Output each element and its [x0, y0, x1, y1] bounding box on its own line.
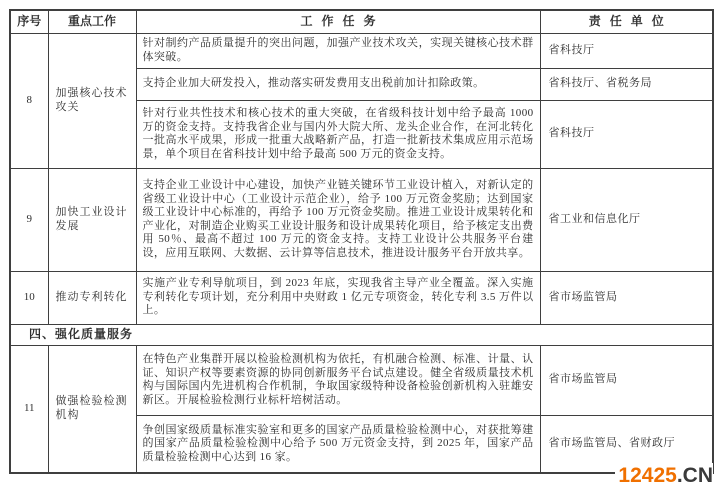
work-task-table	[9, 9, 714, 474]
index-cell-8: 8	[10, 33, 48, 168]
col-header-index: 序号	[10, 10, 48, 33]
unit-cell: 省科技厅	[540, 33, 713, 68]
index-cell-9: 9	[10, 168, 48, 271]
table-header-row	[10, 10, 713, 33]
unit-cell: 省科技厅、省税务局	[540, 68, 713, 100]
watermark-12425cn	[615, 463, 713, 489]
task-cell: 针对制约产品质量提升的突出问题，加强产业技术攻关，实现关键核心技术群体突破。	[136, 33, 540, 68]
task-cell: 在特色产业集群开展以检验检测机构为依托，有机融合检测、标准、计量、认证、知识产权等要素资源的协同创新服务平台试点建设。健全省级质量技术机构与国际国内先进机构合作机制，争取国家级特种设备检验创新机构入驻雄安新区。开展检验检测行业标杆培树活动。	[136, 345, 540, 415]
table-row	[10, 345, 713, 415]
watermark-domain-suffix: .CN	[676, 464, 713, 487]
table-row	[10, 33, 713, 68]
index-cell-10: 10	[10, 271, 48, 324]
task-cell: 争创国家级质量标准实验室和更多的国家产品质量检验检测中心，对获批筹建的国家产品质量检验检测中心给予 500 万元资金支持，到 2025 年，国家产品质量检验检测中心达到 16 家。	[136, 415, 540, 473]
unit-cell: 省科技厅	[540, 100, 713, 168]
task-cell: 针对行业共性技术和核心技术的重大突破，在省级科技计划中给予最高 1000 万的资金支持。支持我省企业与国内外大院大所、龙头企业合作，在河北转化一批高水平成果，形成一批重大战略新产品，打造一批新技术集成应用示范场景，单个项目在省科技计划中给予最高 500 万元的资金支持。	[136, 100, 540, 168]
key-work-cell-9: 加快工业设计发展	[48, 168, 136, 271]
watermark-number: 12425	[618, 464, 677, 487]
key-work-cell-10: 推动专利转化	[48, 271, 136, 324]
task-cell: 支持企业工业设计中心建设，加快产业链关键环节工业设计植入，对新认定的省级工业设计中心（工业设计示范企业），给予 100 万元资金奖励；达到国家级工业设计中心标准的，再给予 100 万元资金奖励。推进工业设计成果转化和产业化，对制造企业购买工业设计服务和设计成果转化项目，给予核定支出费用 50％、最高不超过 100 万元的资金支持。支持工业设计公共服务平台建设，应用互联网、大数据、云计算等信息技术，推进设计服务平台开放共享。	[136, 168, 540, 271]
unit-cell: 省工业和信息化厅	[540, 168, 713, 271]
unit-cell: 省市场监管局	[540, 345, 713, 415]
task-cell: 支持企业加大研发投入，推动落实研发费用支出税前加计扣除政策。	[136, 68, 540, 100]
key-work-cell-11: 做强检验检测机构	[48, 345, 136, 473]
section-header-row	[10, 324, 713, 345]
key-work-cell-8: 加强核心技术攻关	[48, 33, 136, 168]
unit-cell: 省市场监管局	[540, 271, 713, 324]
table-row	[10, 168, 713, 271]
table-row	[10, 271, 713, 324]
unit-cell: 省市场监管局、省财政厅	[540, 415, 713, 473]
col-header-key-work: 重点工作	[48, 10, 136, 33]
col-header-unit: 责 任 单 位	[540, 10, 713, 33]
col-header-tasks: 工 作 任 务	[136, 10, 540, 33]
index-cell-11: 11	[10, 345, 48, 473]
task-cell: 实施产业专利导航项目，到 2023 年底，实现我省主导产业全覆盖。深入实施专利转化专项计划，充分利用中央财政 1 亿元专项资金，转化专利 3.5 万件以上。	[136, 271, 540, 324]
section-header-cell: 四、强化质量服务	[10, 324, 713, 345]
